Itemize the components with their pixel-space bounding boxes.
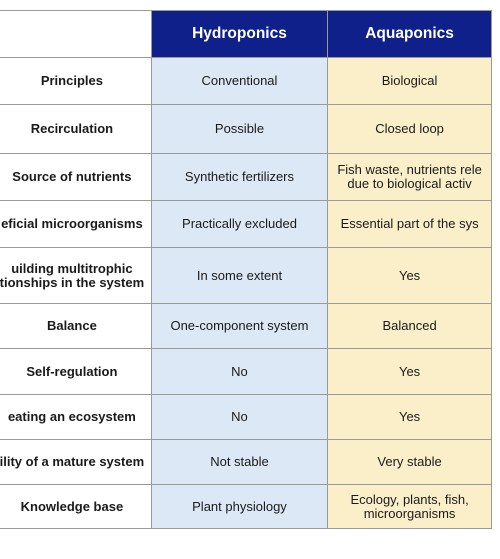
hydroponics-cell-text: Conventional xyxy=(201,73,278,88)
aquaponics-cell-text: Fish waste, nutrients rele due to biological activ xyxy=(337,162,482,191)
aquaponics-cell-text: Essential part of the sys xyxy=(340,216,479,231)
table-row xyxy=(0,248,492,304)
hydroponics-cell-text: One-component system xyxy=(170,318,309,333)
table-row xyxy=(0,440,492,485)
table-row xyxy=(0,485,492,529)
row-label-text: Recirculation xyxy=(30,121,114,136)
row-label-text: uilding multitrophic tionships in the system xyxy=(0,260,145,290)
row-label-text: Balance xyxy=(46,318,97,333)
table-row xyxy=(0,349,492,395)
row-label xyxy=(0,201,151,248)
table-row xyxy=(0,105,492,154)
table-row xyxy=(0,395,492,440)
table-row xyxy=(0,58,492,105)
row-label xyxy=(0,58,151,105)
aquaponics-cell-text: Ecology, plants, fish, microorganisms xyxy=(350,491,469,521)
row-label-text: eating an ecosystem xyxy=(7,409,136,424)
row-label-text: Source of nutrients xyxy=(12,169,132,184)
row-label xyxy=(0,395,151,440)
row-label xyxy=(0,105,151,154)
aquaponics-cell-text: Biological xyxy=(381,73,438,88)
row-label-text: Principles xyxy=(40,73,103,88)
hydroponics-cell-text: In some extent xyxy=(196,267,283,283)
hydroponics-cell-text: Possible xyxy=(214,121,265,136)
row-label-text: eficial microorganisms xyxy=(1,216,143,231)
hydroponics-cell xyxy=(151,395,327,440)
row-label-text: Knowledge base xyxy=(20,498,124,514)
hydroponics-cell xyxy=(151,58,327,105)
row-label xyxy=(0,485,151,529)
table-body xyxy=(0,58,492,529)
aquaponics-cell xyxy=(328,304,492,349)
comparison-table xyxy=(0,10,492,529)
aquaponics-cell xyxy=(328,105,492,154)
aquaponics-cell xyxy=(328,154,492,201)
aquaponics-cell xyxy=(328,58,492,105)
header-row xyxy=(0,11,492,58)
row-label-text: Self-regulation xyxy=(26,363,118,379)
aquaponics-cell xyxy=(328,248,492,304)
aquaponics-cell-text: Yes xyxy=(398,363,421,379)
hydroponics-cell-text: No xyxy=(231,363,248,379)
table-row xyxy=(0,201,492,248)
header-aquaponics: Aquaponics xyxy=(328,11,492,58)
row-label xyxy=(0,440,151,485)
hydroponics-cell xyxy=(151,154,327,201)
hydroponics-cell-text: Synthetic fertilizers xyxy=(184,169,295,184)
hydroponics-cell xyxy=(151,248,327,304)
aquaponics-cell xyxy=(328,485,492,529)
header-blank-cell xyxy=(0,11,151,58)
aquaponics-cell-text: Very stable xyxy=(377,454,442,469)
hydroponics-cell xyxy=(151,349,327,395)
hydroponics-cell xyxy=(151,485,327,529)
hydroponics-cell xyxy=(151,201,327,248)
header-hydroponics: Hydroponics xyxy=(151,11,327,58)
row-label-text: ility of a mature system xyxy=(0,454,145,469)
row-label xyxy=(0,154,151,201)
hydroponics-cell xyxy=(151,440,327,485)
row-label xyxy=(0,304,151,349)
hydroponics-cell-text: No xyxy=(231,409,248,424)
hydroponics-cell-text: Practically excluded xyxy=(182,216,297,231)
aquaponics-cell-text: Yes xyxy=(398,267,421,283)
table-row xyxy=(0,304,492,349)
hydroponics-cell-text: Plant physiology xyxy=(192,498,287,514)
aquaponics-cell-text: Balanced xyxy=(382,318,437,333)
table-row xyxy=(0,154,492,201)
aquaponics-cell xyxy=(328,201,492,248)
aquaponics-cell xyxy=(328,395,492,440)
row-label xyxy=(0,349,151,395)
aquaponics-cell-text: Yes xyxy=(398,409,421,424)
row-label xyxy=(0,248,151,304)
hydroponics-cell-text: Not stable xyxy=(210,454,269,469)
aquaponics-cell xyxy=(328,349,492,395)
aquaponics-cell-text: Closed loop xyxy=(375,121,444,136)
hydroponics-cell xyxy=(151,105,327,154)
aquaponics-cell xyxy=(328,440,492,485)
hydroponics-cell xyxy=(151,304,327,349)
